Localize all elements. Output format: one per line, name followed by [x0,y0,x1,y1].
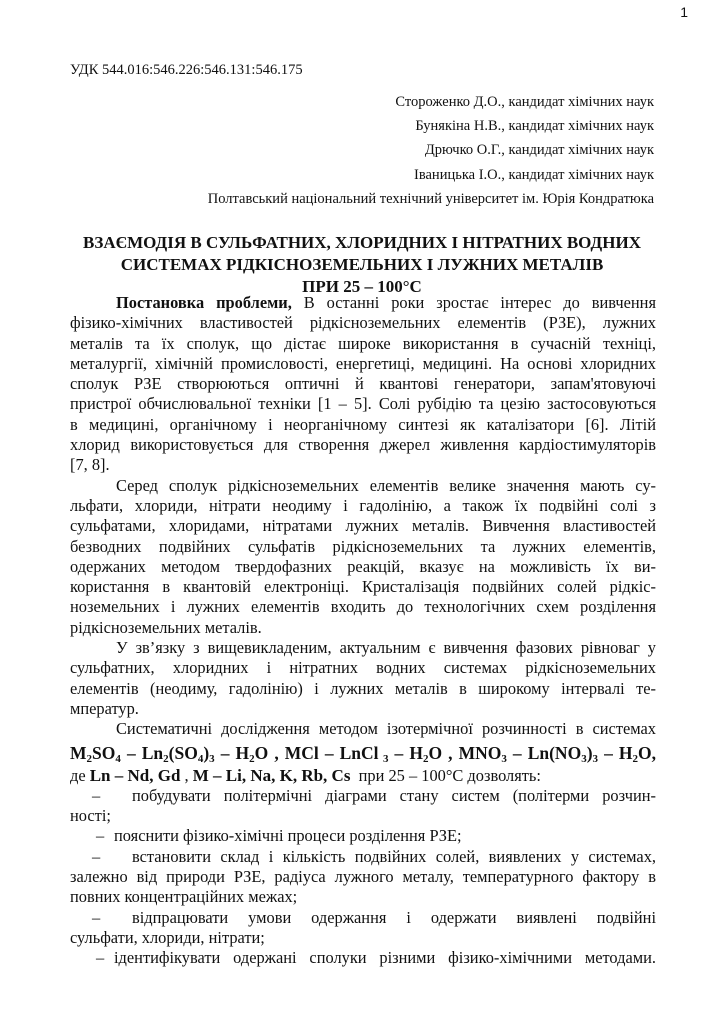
list-item-continuation: залежно від природи РЗЕ, радіуса лужного металу, температурного фактору в [70,867,656,887]
title-line: ПРИ 25 – 100°С [302,277,422,296]
author: Стороженко Д.О., кандидат хімічних наук [395,94,654,110]
formula-subscript: 2 [163,752,169,765]
paragraph-line: металургії, хімічній промисловості, енергетиці, медицині. На основі хлоридних [70,353,656,373]
formula-subscript: 3 [209,752,215,765]
list-item-continuation: повних концентраційних межах; [70,887,298,907]
list-item [70,847,656,867]
list-item [70,908,656,928]
paragraph-problem-statement [70,293,656,476]
text: , [180,765,193,785]
formula-subscript: 4 [197,752,204,765]
title-line: СИСТЕМАХ РІДКІСНОЗЕМЕЛЬНИХ І ЛУЖНИХ МЕТАЛІВ [120,255,604,274]
paragraph-line: рідкісноземельних металів. [70,617,262,637]
formula-subscript: 4 [115,752,121,765]
author: Іваницька І.О., кандидат хімічних наук [414,166,654,183]
paragraph-line: фізико-хімічних властивостей рідкісноземельних елементів (РЗЕ), лужних [70,313,656,333]
list-item [70,948,656,968]
paragraph-line: безводних подвійних сульфатів рідкісноземельних та лужних елементів, [70,536,656,556]
author: Дрючко О.Г., кандидат хімічних наук [424,142,654,159]
paragraph-line [70,293,656,313]
formula-subscript: 2 [249,752,255,765]
formula-part: SO [92,742,116,763]
lanthanide-list: Ln – Nd, Gd [89,765,181,785]
paragraph-line: металів та їх сполук, що дістає широке використання в сучасній техніці, [70,333,656,353]
paragraph-line: льфати, хлориди, нітрати неодиму і гадолінію, а також їх подвійні солі з [70,495,656,515]
list-item-continuation: ності; [70,806,111,826]
paragraph-line: хлорид використовується для створення джерел живлення кардіостимуляторів [70,435,656,455]
paragraph-line: сполук РЗЕ створюються оптичні й квантові генератори, запам'ятовуючі [70,374,656,394]
text: ідентифікувати одержані сполуки різними фізико-хімічними методами. [114,948,656,968]
author: Бунякіна Н.В., кандидат хімічних наук [415,118,654,135]
text: відпрацювати умови одержання і одержати виявлені подвійні [132,907,656,927]
paragraph-line: сульфатних, хлоридних і нітратних водних системах рідкісноземельних [70,658,656,678]
paragraph-line: [7, 8]. [70,455,110,475]
dash-bullet: – [92,846,101,866]
article-title [60,232,664,298]
dash-bullet: – [96,826,105,846]
text: В останні роки зростає інтерес до вивчення [291,293,656,312]
formula-subscript: 3 [581,752,587,765]
text: пояснити фізико-хімічні процеси розділення РЗЕ; [114,826,462,846]
formula-subscript: 3 [378,752,389,765]
chemical-systems-formula [70,740,656,766]
formula-subscript: 2 [86,752,93,765]
paragraph-line: користання в квантовій електроніці. Кристалізація подвійних солей рідкіс- [70,577,656,597]
udk-code: УДК 544.016:546.226:546.131:546.175 [70,62,303,78]
paragraph-relevance [70,638,656,719]
paragraph-line: ноземельних і лужних елементів входить до технологічних схем розділення [70,597,656,617]
formula-part: – H [598,742,633,763]
paragraph-line: У зв’язку з вищевикладеним, актуальним є вивчення фазових рівноваг у [116,638,656,658]
goals-list [70,786,656,969]
paragraph-line: елементів (неодиму, гадолінію) і лужних металів в широкому інтервалі те- [70,678,656,698]
paragraph-compounds [70,476,656,638]
formula-part: – H [214,742,250,763]
conditions-line [70,766,656,786]
alkali-metal-list: M – Li, Na, K, Rb, Cs [192,765,351,785]
list-item [70,786,656,806]
formula-part: – H [388,742,423,763]
formula-part: O , MNO [428,742,502,763]
formula-subscript: 2 [422,752,429,765]
paragraph-line: пристрої обчислювальної техніки [1 – 5]. Солі рубідію та цезію застосовуються [70,394,656,414]
formula-part: – Ln [120,742,164,763]
article-body [70,293,656,969]
formula-part: O , MCl – LnCl [254,742,379,763]
formula-subscript: 3 [501,752,507,765]
formula-part: O, [638,742,656,763]
dash-bullet: – [96,948,105,968]
formula-part: ) [586,742,593,763]
text: при 25 – 100°С дозволять: [350,765,541,785]
author-list [208,90,654,211]
dash-bullet: – [92,785,101,805]
formula-part: (SO [168,742,198,763]
paragraph-line: сульфатами, хлоридами, нітратами лужних металів. Вивчення властивостей [70,516,656,536]
formula-subscript: 3 [592,752,599,765]
formula-part: – Ln(NO [506,742,582,763]
dash-bullet: – [92,907,101,927]
page-number: 1 [680,4,688,20]
paragraph-line: Систематичні дослідження методом ізотермічної розчинності в системах [116,719,656,739]
list-item [70,826,656,846]
list-item-continuation: сульфати, хлориди, нітрати; [70,927,265,947]
paragraph-line: в медицині, органічному і неорганічному синтезі як каталізатори [6]. Літій [70,414,656,434]
formula-part: M [70,742,87,763]
formula-part: ) [203,742,210,763]
formula-subscript: 2 [632,752,638,765]
text: де [70,765,90,785]
paragraph-line: Серед сполук рідкісноземельних елементів велике значення мають су- [116,475,656,495]
affiliation: Полтавський національний технічний університет ім. Юрія Кондратюка [207,190,654,207]
section-lead: Постановка проблеми, [116,293,292,312]
title-line: ВЗАЄМОДІЯ В СУЛЬФАТНИХ, ХЛОРИДНИХ І НІТРАТНИХ ВОДНИХ [83,233,641,252]
paragraph-line: одержаних методом твердофазних реакцій, вказує на можливість їх ви- [70,556,656,576]
text: встановити склад і кількість подвійних солей, виявлених у системах, [132,846,656,866]
text: побудувати політермічні діаграми стану систем (політерми розчин- [132,785,656,805]
paragraph-line: мператур. [70,698,139,718]
